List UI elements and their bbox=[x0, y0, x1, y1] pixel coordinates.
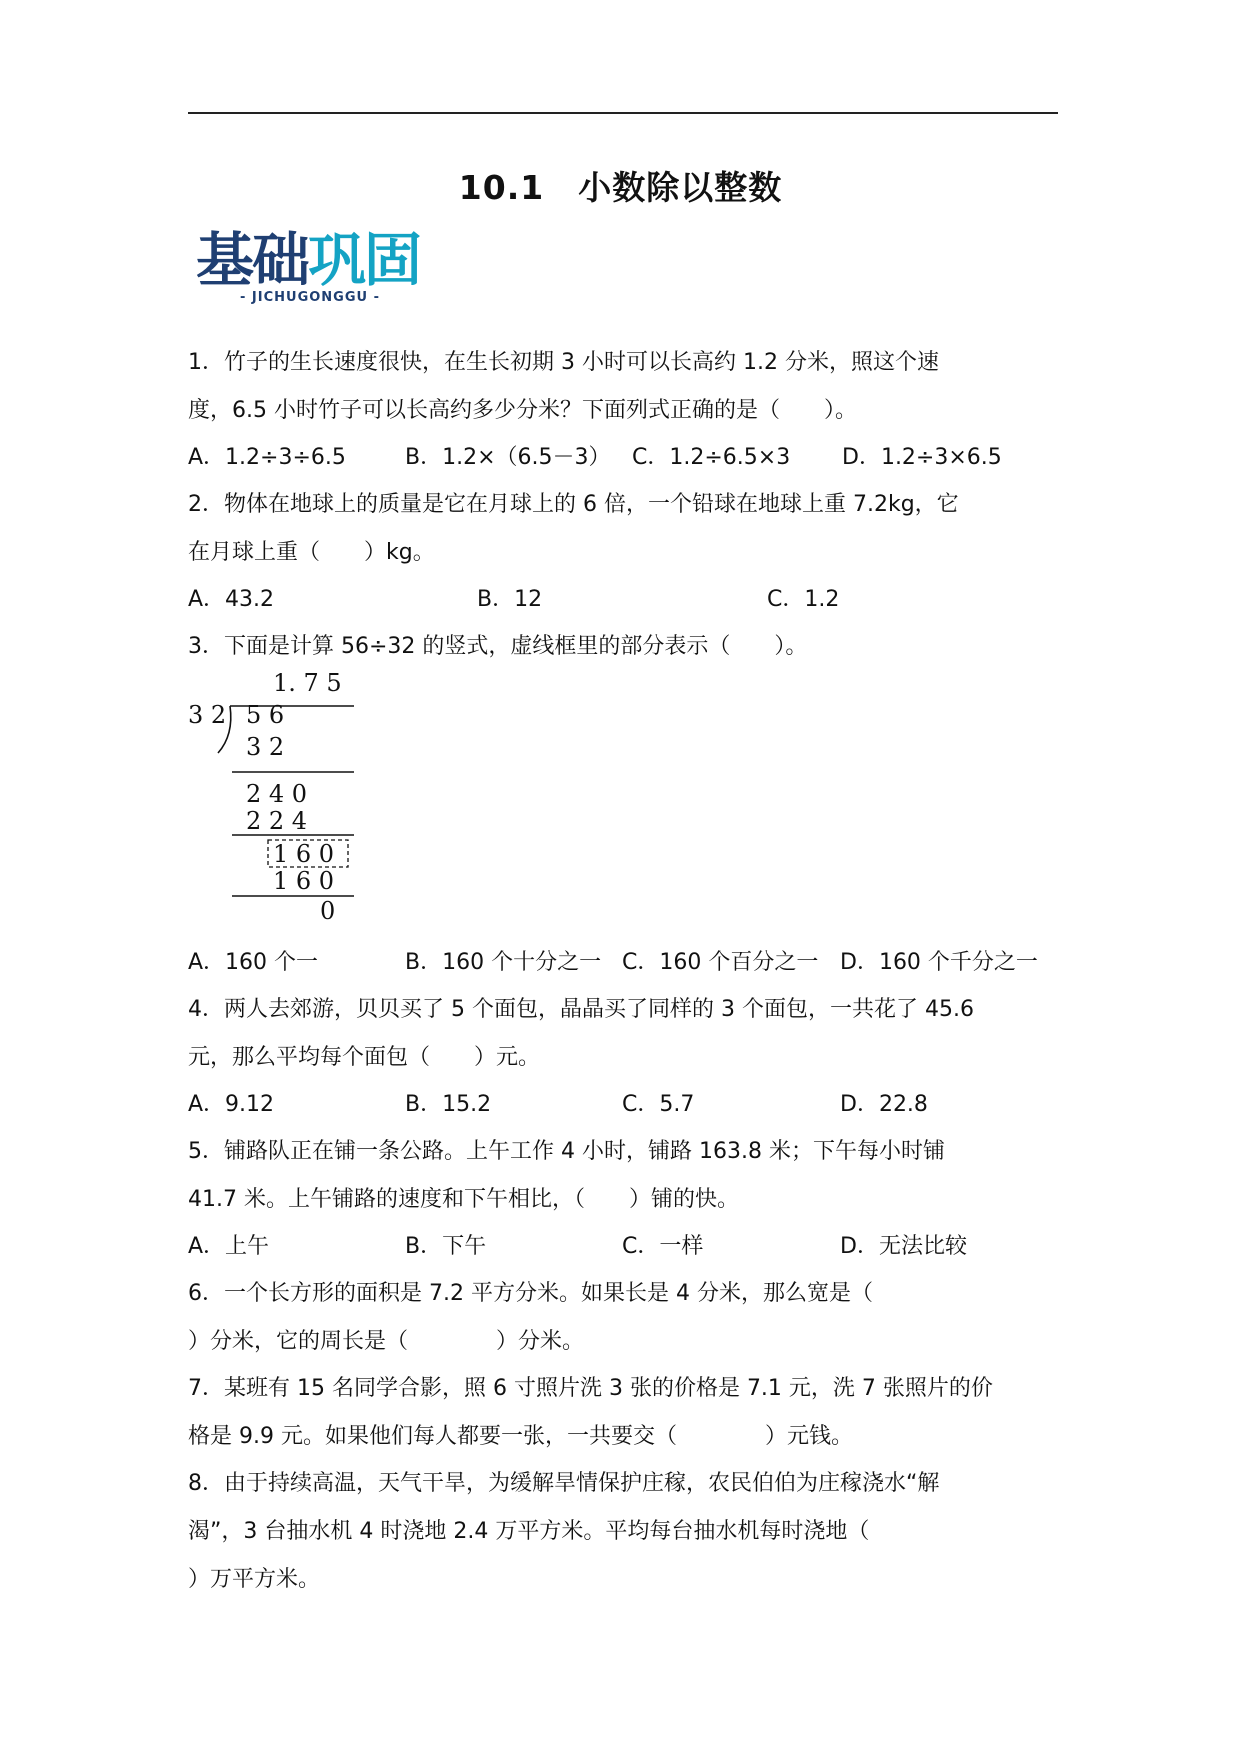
q4-option-c: C．5.7 bbox=[622, 1092, 695, 1117]
q5-option-a: A．上午 bbox=[188, 1234, 270, 1259]
q3-option-c: C．160 个百分之一 bbox=[622, 950, 819, 975]
division-divisor: 3 2 bbox=[188, 701, 227, 729]
q8-line2: 渴”，3 台抽水机 4 时浇地 2.4 万平方米。平均每台抽水机每时浇地（ bbox=[188, 1519, 870, 1544]
division-remainder2: 1 6 0 bbox=[273, 840, 335, 868]
header-rule bbox=[188, 112, 1058, 114]
q5-line1: 5．铺路队正在铺一条公路。上午工作 4 小时，铺路 163.8 米；下午每小时铺 bbox=[188, 1139, 945, 1164]
q3-line1: 3．下面是计算 56÷32 的竖式，虚线框里的部分表示（ ）。 bbox=[188, 634, 808, 659]
q7-line2: 格是 9.9 元。如果他们每人都要一张，一共要交（ ）元钱。 bbox=[188, 1424, 853, 1449]
division-quotient: 1. 7 5 bbox=[273, 669, 342, 697]
division-step1: 3 2 bbox=[246, 733, 285, 761]
q4-line2: 元，那么平均每个面包（ ）元。 bbox=[188, 1045, 541, 1070]
q8-line3: ）万平方米。 bbox=[188, 1567, 321, 1592]
page-title: 10.1 小数除以整数 bbox=[458, 168, 783, 207]
logo-text bbox=[196, 228, 420, 292]
q2-option-a: A．43.2 bbox=[188, 587, 275, 612]
q2-option-c: C．1.2 bbox=[767, 587, 840, 612]
q4-option-d: D．22.8 bbox=[840, 1092, 928, 1117]
section-logo bbox=[196, 228, 421, 308]
division-dividend: 5 6 bbox=[246, 701, 285, 729]
q5-line2: 41.7 米。上午铺路的速度和下午相比，（ ）铺的快。 bbox=[188, 1187, 739, 1212]
logo-text-a: 基础 bbox=[196, 226, 309, 294]
q8-line1: 8．由于持续高温，天气干旱，为缓解旱情保护庄稼，农民伯伯为庄稼浇水“解 bbox=[188, 1471, 940, 1496]
logo-subtitle: - JICHUGONGGU - bbox=[240, 290, 380, 305]
q2-option-b: B．12 bbox=[477, 587, 543, 612]
division-step2: 2 2 4 bbox=[246, 807, 308, 835]
q1-line1: 1．竹子的生长速度很快，在生长初期 3 小时可以长高约 1.2 分米，照这个速 bbox=[188, 350, 939, 375]
q4-option-b: B．15.2 bbox=[405, 1092, 492, 1117]
q3-option-d: D．160 个千分之一 bbox=[840, 950, 1038, 975]
q1-option-b: B．1.2×（6.5－3） bbox=[405, 445, 611, 470]
q4-option-a: A．9.12 bbox=[188, 1092, 275, 1117]
q5-option-d: D．无法比较 bbox=[840, 1234, 967, 1259]
division-step3: 1 6 0 bbox=[273, 867, 335, 895]
long-division-figure bbox=[180, 665, 380, 935]
q2-line2: 在月球上重（ ）kg。 bbox=[188, 540, 435, 565]
q1-option-d: D．1.2÷3×6.5 bbox=[842, 445, 1002, 470]
q3-option-b: B．160 个十分之一 bbox=[405, 950, 602, 975]
q3-option-a: A．160 个一 bbox=[188, 950, 319, 975]
q6-line2: ）分米，它的周长是（ ）分米。 bbox=[188, 1329, 585, 1354]
q6-line1: 6．一个长方形的面积是 7.2 平方分米。如果长是 4 分米，那么宽是（ bbox=[188, 1281, 873, 1306]
q5-option-c: C．一样 bbox=[622, 1234, 704, 1259]
q1-option-a: A．1.2÷3÷6.5 bbox=[188, 445, 346, 470]
logo-text-b: 巩固 bbox=[308, 226, 421, 294]
division-final: 0 bbox=[320, 897, 336, 925]
q4-line1: 4．两人去郊游，贝贝买了 5 个面包，晶晶买了同样的 3 个面包，一共花了 45.6 bbox=[188, 997, 974, 1022]
q1-option-c: C．1.2÷6.5×3 bbox=[632, 445, 791, 470]
q7-line1: 7．某班有 15 名同学合影，照 6 寸照片洗 3 张的价格是 7.1 元，洗 7 张照片的价 bbox=[188, 1376, 993, 1401]
division-remainder1: 2 4 0 bbox=[246, 780, 308, 808]
q2-line1: 2．物体在地球上的质量是它在月球上的 6 倍，一个铅球在地球上重 7.2kg，它 bbox=[188, 492, 959, 517]
q5-option-b: B．下午 bbox=[405, 1234, 487, 1259]
q1-line2: 度，6.5 小时竹子可以长高约多少分米？下面列式正确的是（ ）。 bbox=[188, 398, 857, 423]
